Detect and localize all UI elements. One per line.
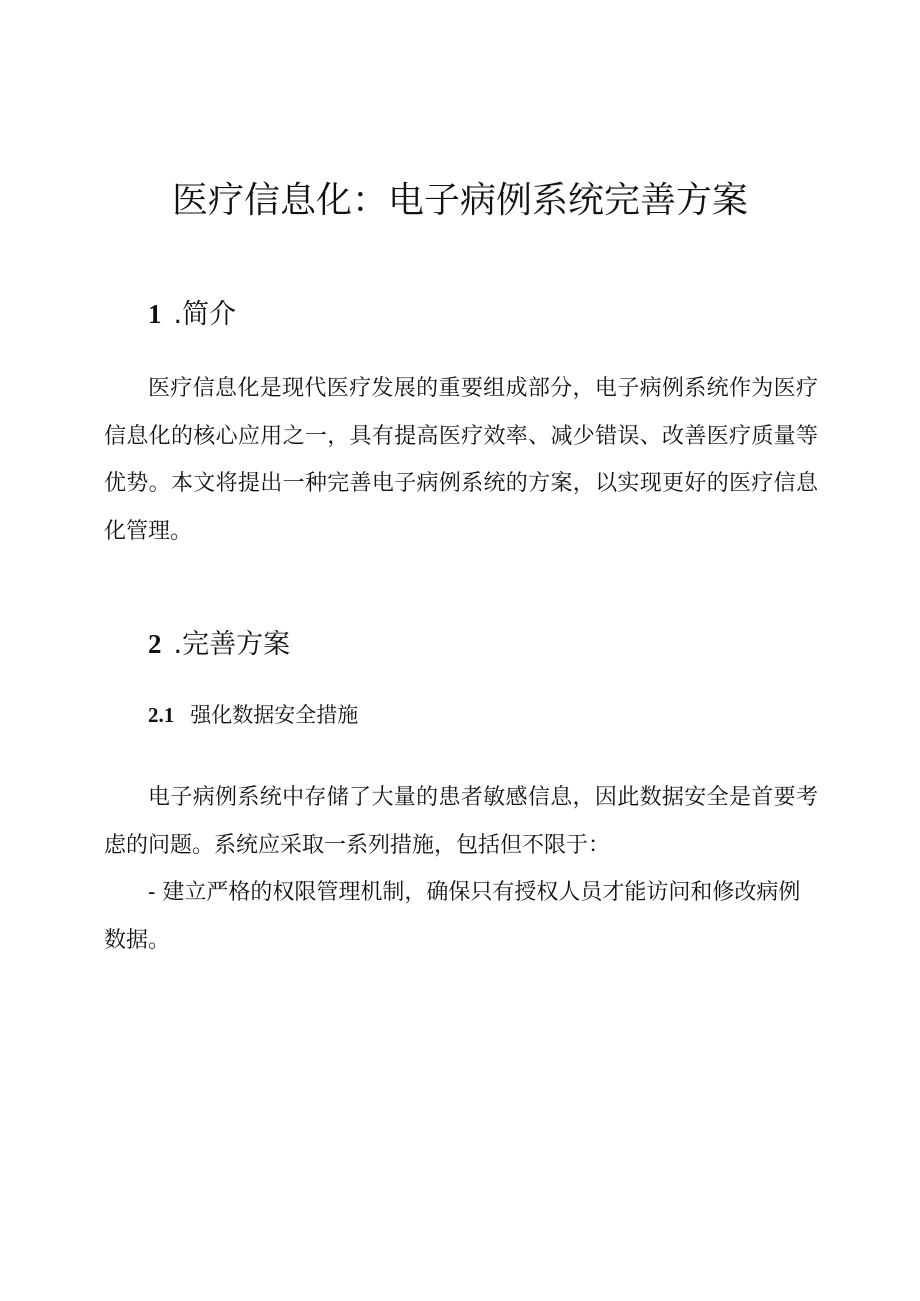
section-heading-intro — [148, 296, 236, 333]
subsection-heading-data-security — [148, 700, 358, 730]
data-security-bullet-item: - 建立严格的权限管理机制，确保只有授权人员才能访问和修改病例数据。 — [104, 880, 801, 953]
section-number-plan: 2 — [148, 629, 162, 659]
section-heading-plan — [148, 626, 290, 663]
data-security-paragraph: 电子病例系统中存储了大量的患者敏感信息，因此数据安全是首要考虑的问题。系统应采取一系列措施，包括但不限于： — [104, 785, 818, 858]
section-title-intro: .简介 — [173, 299, 237, 330]
document-title: 医疗信息化：电子病例系统完善方案 — [171, 180, 748, 221]
subsection-title-data-security: 强化数据安全措施 — [190, 703, 359, 727]
intro-paragraph: 医疗信息化是现代医疗发展的重要组成部分，电子病例系统作为医疗信息化的核心应用之一，具有提高医疗效率、减少错误、改善医疗质量等优势。本文将提出一种完善电子病例系统的方案，以实现更好的医疗信息化管理。 — [104, 376, 818, 544]
section-number-intro: 1 — [148, 299, 162, 329]
subsection-number-data-security: 2.1 — [148, 703, 175, 727]
section-title-plan: .完善方案 — [173, 629, 291, 660]
